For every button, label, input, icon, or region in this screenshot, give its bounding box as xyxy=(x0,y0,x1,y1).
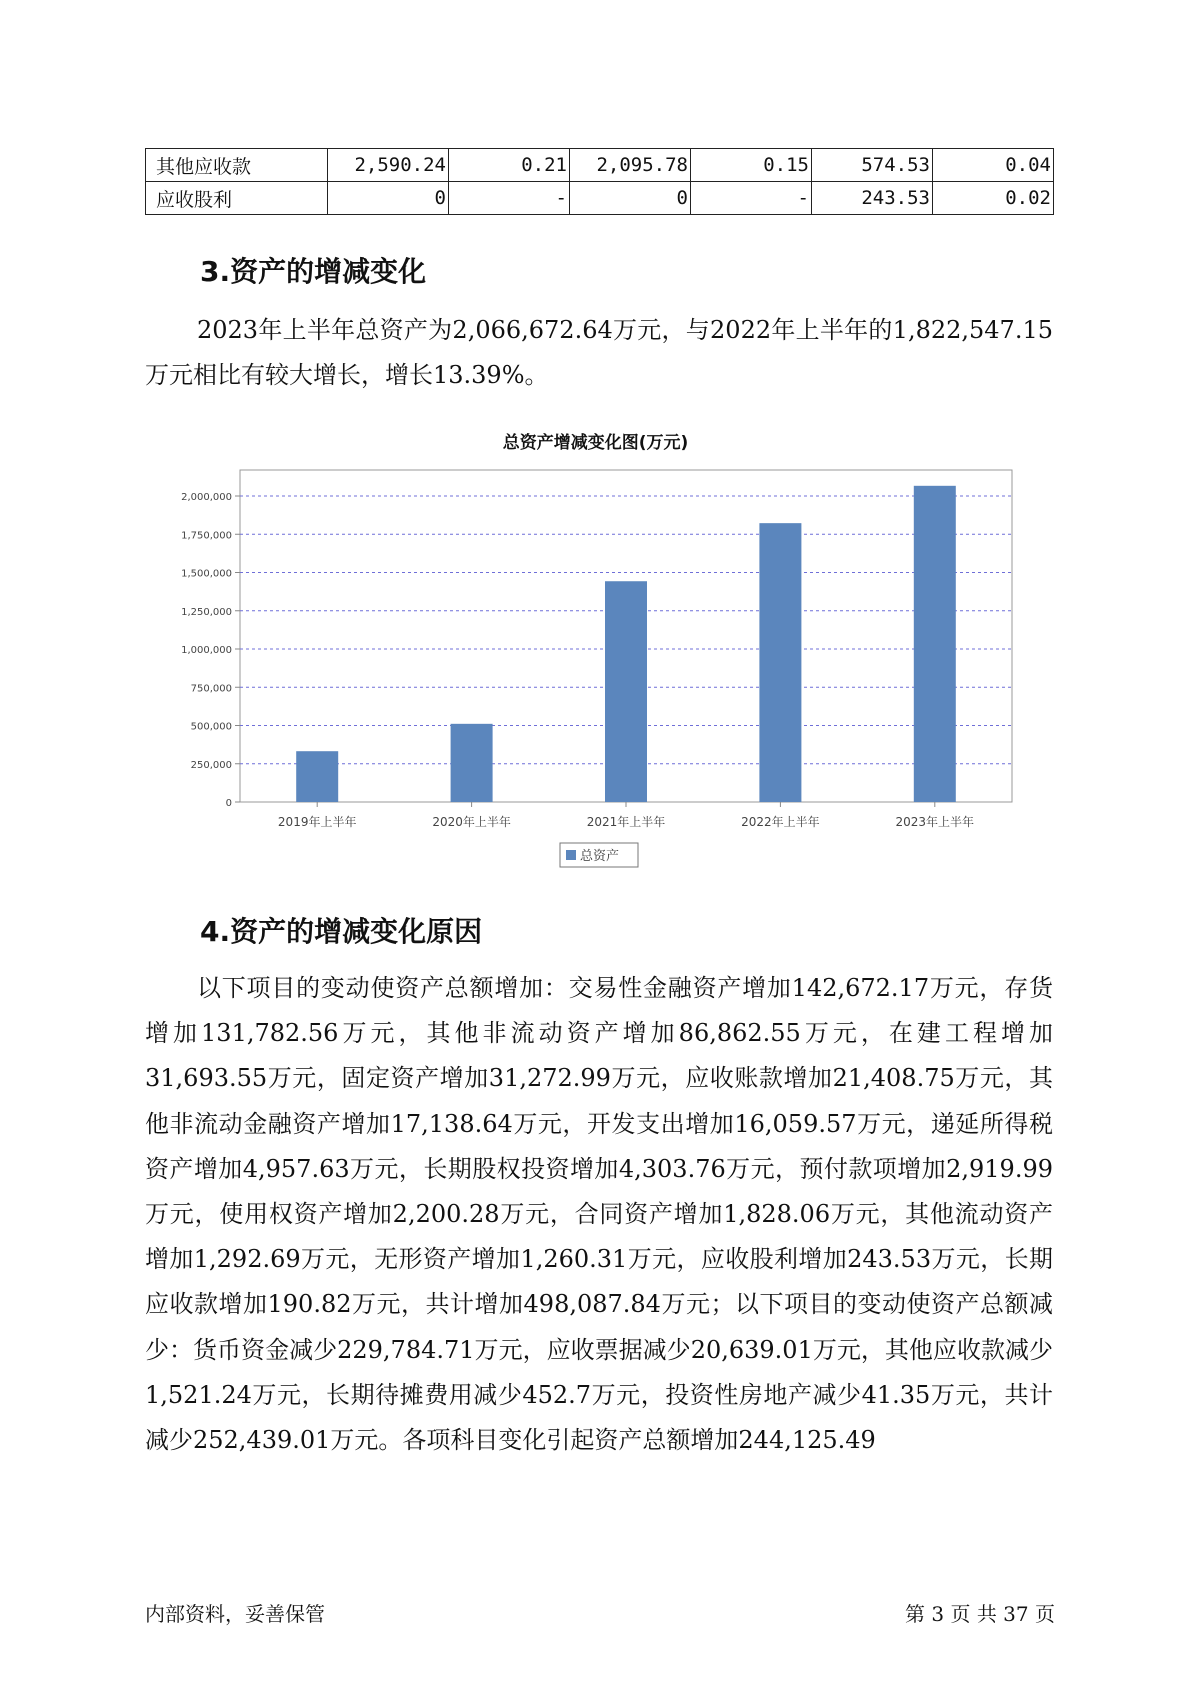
cell-value: 0.02 xyxy=(933,182,1054,215)
cell-value: - xyxy=(449,182,570,215)
row-label: 其他应收款 xyxy=(146,149,328,182)
y-tick-label: 0 xyxy=(225,798,232,809)
x-tick-label: 2020年上半年 xyxy=(432,815,511,829)
cell-value: 0 xyxy=(328,182,449,215)
y-tick-label: 1,000,000 xyxy=(181,645,232,657)
x-tick-label: 2022年上半年 xyxy=(741,815,820,829)
cell-value: 0.15 xyxy=(691,149,812,182)
table-row xyxy=(146,149,1054,182)
x-tick-label: 2021年上半年 xyxy=(586,815,666,829)
footer-note: 内部资料，妥善保管 xyxy=(145,1602,325,1626)
x-tick-label: 2019年上半年 xyxy=(277,815,357,829)
section-heading: 4.资产的增减变化原因 xyxy=(200,915,483,948)
y-tick-label: 250,000 xyxy=(190,759,232,771)
cell-value: 0 xyxy=(570,182,691,215)
page-number: 第 3 页 共 37 页 xyxy=(905,1602,1055,1626)
y-tick-label: 750,000 xyxy=(190,683,232,695)
section-paragraph: 2023年上半年总资产为2,066,672.64万元，与2022年上半年的1,822,547.15万元相比有较大增长，增长13.39%。 xyxy=(145,316,1053,389)
y-tick-label: 1,750,000 xyxy=(181,530,232,542)
cell-value: - xyxy=(691,182,812,215)
cell-value: 2,590.24 xyxy=(328,149,449,182)
legend-swatch xyxy=(566,850,576,860)
bar xyxy=(759,523,801,802)
row-label: 应收股利 xyxy=(146,182,328,215)
y-tick-label: 500,000 xyxy=(190,721,232,733)
bar xyxy=(296,751,338,802)
total-assets-bar-chart xyxy=(150,458,1020,878)
table-row xyxy=(146,182,1054,215)
section-heading: 3.资产的增减变化 xyxy=(200,255,427,288)
bar xyxy=(451,724,493,802)
y-tick-label: 1,500,000 xyxy=(181,568,232,580)
chart-title: 总资产增减变化图(万元) xyxy=(502,433,689,453)
cell-value: 2,095.78 xyxy=(570,149,691,182)
y-tick-label: 1,250,000 xyxy=(181,606,232,618)
section-paragraph: 以下项目的变动使资产总额增加：交易性金融资产增加142,672.17万元，存货增加131,782.56万元，其他非流动资产增加86,862.55万元，在建工程增加31,693.55万元，固定资产增加31,272.99万元，应收账款增加21,408.75万元，其他非流动金融资产增加17,138.64万元，开发支出增加16,059.57万元，递延所得税资产增加4,957.63万元，长期股权投资增加4,303.76万元，预付款项增加2,919.99万元，使用权资产增加2,200.28万元，合同资产增加1,828.06万元，其他流动资产增加1,292.69万元，无形资产增加1,260.31万元，应收股利增加243.53万元，长期应收款增加190.82万元，共计增加498,087.84万元；以下项目的变动使资产总额减少：货币资金减少229,784.71万元，应收票据减少20,639.01万元，其他应收款减少1,521.24万元，长期待摊费用减少452.7万元，投资性房地产减少41.35万元，共计减少252,439.01万元。各项科目变化引起资产总额增加244,125.49 xyxy=(145,974,1053,1455)
cell-value: 574.53 xyxy=(812,149,933,182)
cell-value: 243.53 xyxy=(812,182,933,215)
cell-value: 0.04 xyxy=(933,149,1054,182)
bar xyxy=(914,486,956,802)
y-tick-label: 2,000,000 xyxy=(181,492,232,504)
asset-table xyxy=(145,148,1054,215)
legend-label: 总资产 xyxy=(580,849,620,864)
bar xyxy=(605,581,647,802)
cell-value: 0.21 xyxy=(449,149,570,182)
x-tick-label: 2023年上半年 xyxy=(895,815,975,829)
